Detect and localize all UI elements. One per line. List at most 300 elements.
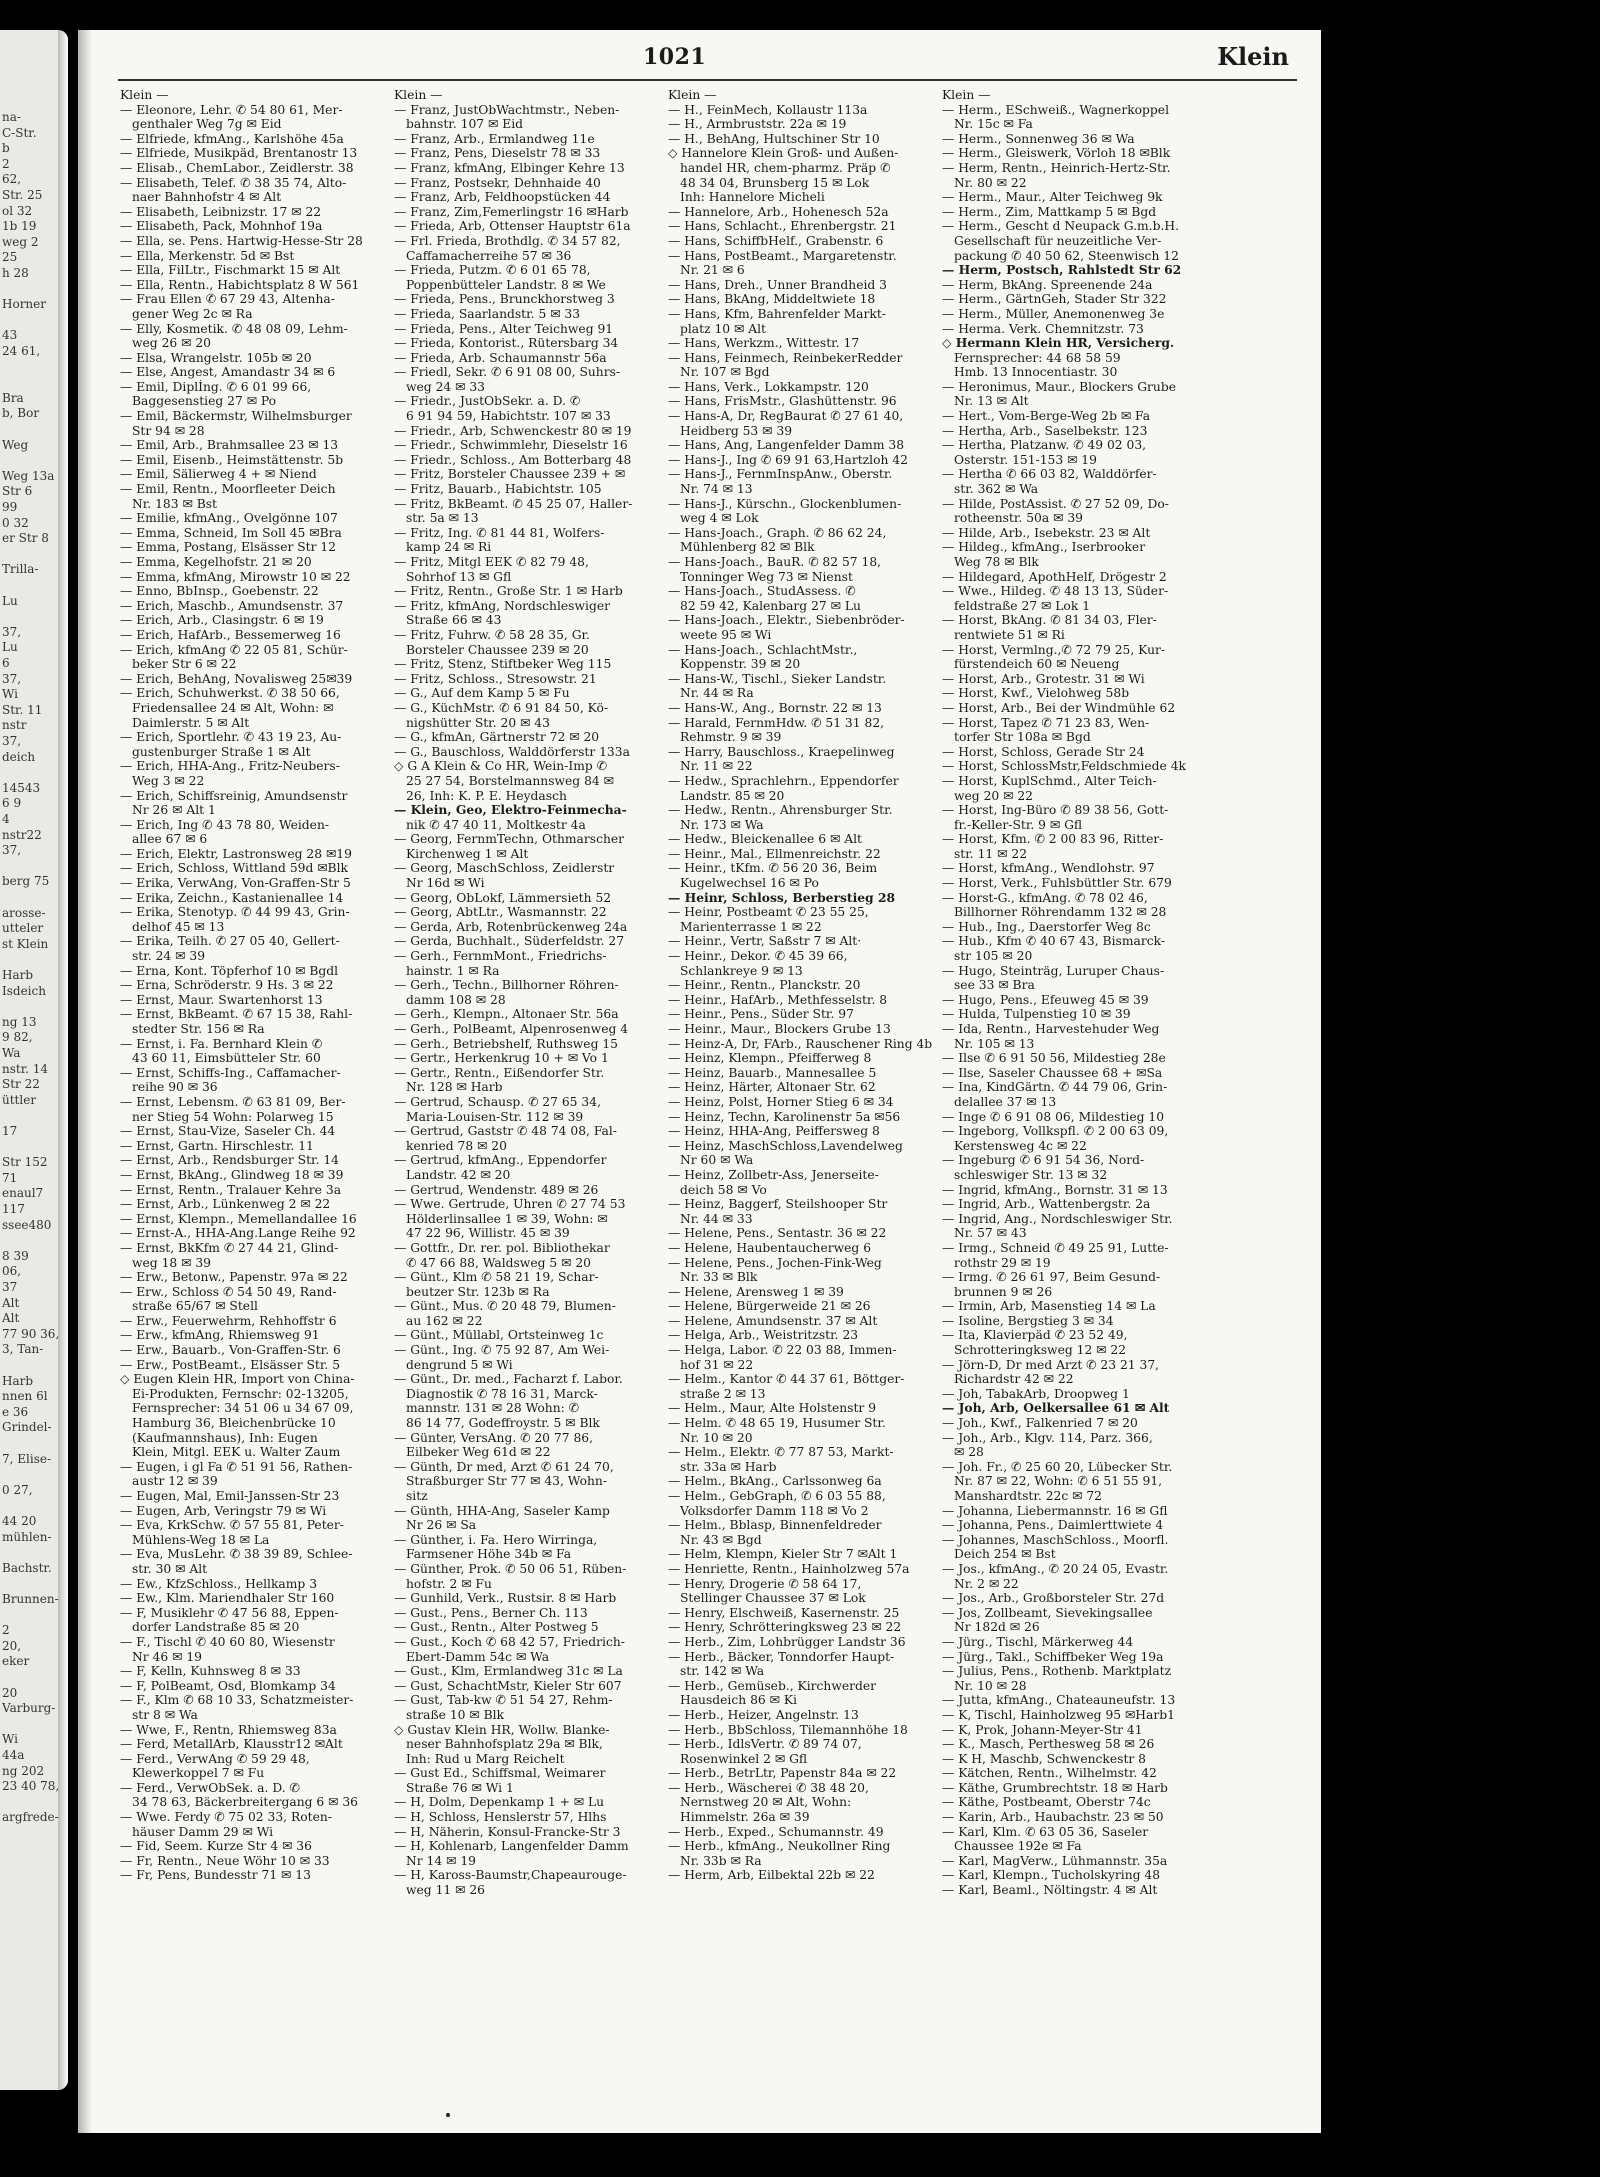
directory-entry: straße 65/67 ✉ Stell (132, 1299, 258, 1314)
directory-entry: — Horst, BkAng. ✆ 81 34 03, Fler- (942, 613, 1157, 628)
directory-entry: — Gertrud, kfmAng., Eppendorfer (394, 1153, 607, 1168)
directory-entry: — Helga, Labor. ✆ 22 03 88, Immen- (668, 1343, 897, 1358)
directory-entry: Kerstensweg 4c ✉ 22 (954, 1138, 1087, 1153)
previous-page-fragment: 23 40 78, (2, 1779, 60, 1794)
directory-entry: see 33 ✉ Bra (954, 978, 1035, 993)
directory-entry: weg 18 ✉ 39 (132, 1255, 211, 1270)
directory-entry: — Eugen, Arb, Veringstr 79 ✉ Wi (120, 1503, 327, 1518)
previous-page-fragment: 8 39 (2, 1248, 29, 1263)
directory-entry: — Gust., Pens., Berner Ch. 113 (394, 1605, 588, 1620)
previous-page-fragment: 24 61, (2, 344, 41, 358)
directory-entry: — Hildeg., kfmAng., Iserbrooker (942, 540, 1146, 555)
directory-entry: — Franz, Zim,Femerlingstr 16 ✉Harb (394, 204, 629, 219)
directory-entry: Manshardtstr. 22c ✉ 72 (954, 1489, 1102, 1503)
directory-entry: — G., Auf dem Kamp 5 ✉ Fu (394, 686, 570, 701)
directory-entry: — Georg, ObLokf, Lämmersieth 52 (394, 890, 612, 905)
directory-entry: mannstr. 131 ✉ 28 Wohn: ✆ (406, 1401, 579, 1416)
directory-entry: — Jos, Zollbeamt, Sievekingsallee (942, 1605, 1153, 1620)
directory-entry: — Eugen, i gl Fa ✆ 51 91 56, Rathen- (120, 1459, 353, 1474)
previous-page-fragment: 06, (2, 1264, 22, 1279)
directory-entry: Nr 60 ✉ Wa (680, 1153, 754, 1168)
column-4 (942, 88, 1214, 1898)
directory-entry: — Hedw., Bleickenallee 6 ✉ Alt (668, 832, 862, 847)
directory-entry: — Hulda, Tulpenstieg 10 ✉ 39 (942, 1007, 1131, 1022)
directory-entry: — Gust, Tab-kw ✆ 51 54 27, Rehm- (394, 1693, 613, 1708)
directory-entry: — Heinz, Polst, Horner Stieg 6 ✉ 34 (668, 1094, 894, 1109)
directory-entry: Nr. 21 ✉ 6 (680, 263, 745, 278)
directory-entry: — Helm., Maur, Alte Holstenstr 9 (668, 1401, 877, 1416)
page-binding-shadow (78, 30, 92, 2133)
previous-page-fragment: 4 (2, 812, 10, 826)
directory-entry: — Jutta, kfmAng., Chateauneufstr. 13 (942, 1693, 1176, 1708)
directory-entry: — Hertha, Platzanw. ✆ 49 02 03, (942, 438, 1147, 453)
directory-entry: — Erich, BehAng, Novalisweg 25✉39 (120, 671, 353, 686)
directory-entry: — Elly, Kosmetik. ✆ 48 08 09, Lehm- (120, 321, 348, 336)
directory-entry: — Elisabeth, Leibnizstr. 17 ✉ 22 (120, 204, 322, 219)
directory-entry: — K., Masch, Perthesweg 58 ✉ 26 (942, 1737, 1155, 1752)
directory-entry: — Irmg. ✆ 26 61 97, Beim Gesund- (942, 1270, 1161, 1285)
directory-entry: — K, Tischl, Hainholzweg 95 ✉Harb1 (942, 1707, 1175, 1722)
previous-page-fragment: Str 22 (2, 1077, 40, 1092)
directory-entry: — Henry, Drogerie ✆ 58 64 17, (668, 1576, 862, 1591)
directory-entry: — Ernst, BkBeamt. ✆ 67 15 38, Rahl- (120, 1007, 353, 1022)
previous-page-fragment: 99 (2, 500, 18, 514)
previous-page-fragment: ol 32 (2, 203, 33, 218)
directory-entry: Kirchenweg 1 ✉ Alt (406, 846, 529, 861)
directory-entry: — Erich, Ing ✆ 43 78 80, Weiden- (120, 817, 330, 832)
directory-entry: — Hans, SchiffbHelf., Grabenstr. 6 (668, 233, 884, 248)
directory-entry: — Friedr., JustObSekr. a. D. ✆ (394, 394, 581, 409)
previous-page-fragment: Harb (2, 968, 34, 982)
previous-page-fragment: nstr22 (2, 827, 42, 842)
directory-entry: — Herb., Exped., Schumannstr. 49 (668, 1824, 884, 1839)
directory-entry: — Wwe, F., Rentn, Rhiemsweg 83a (120, 1722, 337, 1737)
directory-entry: kenried 78 ✉ 20 (406, 1138, 507, 1153)
directory-entry: delhof 45 ✉ 13 (132, 919, 225, 934)
directory-entry: — Gust, SchachtMstr, Kieler Str 607 (394, 1678, 622, 1693)
directory-entry: Nr. 80 ✉ 22 (954, 175, 1027, 190)
directory-entry: torfer Str 108a ✉ Bgd (954, 730, 1091, 745)
directory-entry: Nr. 13 ✉ Alt (954, 394, 1029, 409)
directory-entry: 86 14 77, Godeffroystr. 5 ✉ Blk (406, 1416, 600, 1431)
previous-page-fragment: Varburg- (2, 1701, 56, 1716)
directory-entry: — Franz, Pens, Dieselstr 78 ✉ 33 (394, 146, 601, 161)
directory-entry: — Karl, Klm. ✆ 63 05 36, Saseler (942, 1824, 1149, 1839)
directory-entry: Koppenstr. 39 ✉ 20 (680, 657, 801, 672)
directory-entry: Poppenbütteler Landstr. 8 ✉ We (406, 277, 606, 292)
directory-entry: — Elsa, Wrangelstr. 105b ✉ 20 (120, 350, 312, 365)
previous-page-fragment: eker (2, 1654, 30, 1669)
directory-entry: — Hans-W., Tischl., Sieker Landstr. (668, 671, 887, 686)
directory-entry: — Ilse, Saseler Chaussee 68 + ✉Sa (942, 1065, 1163, 1080)
directory-entry: — Hans-Joach., Graph. ✆ 86 62 24, (668, 525, 887, 540)
directory-entry: stedter Str. 156 ✉ Ra (132, 1022, 265, 1036)
directory-entry: — K H, Maschb, Schwenckestr 8 (942, 1751, 1147, 1766)
directory-entry: — Isoline, Bergstieg 3 ✉ 34 (942, 1313, 1114, 1328)
previous-page-fragment: 44a (2, 1748, 25, 1762)
directory-entry: Weg 78 ✉ Blk (954, 555, 1039, 569)
directory-entry: — Franz, Arb, Feldhoopstücken 44 (394, 190, 611, 205)
directory-entry: Straße 76 ✉ Wi 1 (406, 1780, 514, 1795)
directory-entry: — H, Dolm, Depenkamp 1 + ✉ Lu (394, 1795, 605, 1810)
directory-entry: str. 33a ✉ Harb (680, 1459, 777, 1474)
directory-entry: — Karin, Arb., Haubachstr. 23 ✉ 50 (942, 1810, 1164, 1825)
directory-entry: nik ✆ 47 40 11, Moltkestr 4a (406, 817, 586, 832)
directory-entry: — Ferd., VerwAng ✆ 59 29 48, (120, 1751, 310, 1766)
directory-entry: Ei-Produkten, Fernschr: 02-13205, (132, 1386, 349, 1401)
directory-entry: — Heinr., Pens., Süder Str. 97 (668, 1007, 854, 1022)
directory-entry: — Herm, Rentn., Heinrich-Hertz-Str. (942, 160, 1171, 175)
directory-entry: — Erich, Elektr, Lastronsweg 28 ✉19 (120, 846, 352, 861)
directory-entry: — Günt., Dr. med., Facharzt f. Labor. (394, 1372, 623, 1387)
directory-entry: Borsteler Chaussee 239 ✉ 20 (406, 642, 589, 657)
directory-entry: — Hans-J., FernmInspAnw., Oberstr. (668, 467, 893, 482)
directory-entry: — Günt., Klm ✆ 58 21 19, Schar- (394, 1270, 599, 1285)
directory-entry: — Ew., KfzSchloss., Hellkamp 3 (120, 1576, 318, 1591)
directory-entry: — Kätchen, Rentn., Wilhelmstr. 42 (942, 1766, 1157, 1781)
previous-page-fragment: Wa (2, 1046, 21, 1060)
directory-entry: — Herb., kfmAng., Neukollner Ring (668, 1839, 891, 1854)
directory-entry: — Fritz, Stenz, Stiftbeker Weg 115 (394, 657, 612, 672)
directory-entry: straße 10 ✉ Blk (406, 1707, 505, 1722)
directory-entry: Schrotteringksweg 12 ✉ 22 (954, 1343, 1127, 1358)
directory-entry: — Ernst, Gartn. Hirschlestr. 11 (120, 1138, 314, 1153)
column-3 (668, 88, 940, 1883)
directory-entry: Friedensallee 24 ✉ Alt, Wohn: ✉ (132, 700, 334, 715)
previous-page-fragment: mühlen- (2, 1529, 52, 1544)
previous-page-fragment: Lu (2, 593, 18, 608)
directory-entry: — F., Klm ✆ 68 10 33, Schatzmeister- (120, 1693, 354, 1708)
directory-entry: hofstr. 2 ✉ Fu (406, 1576, 492, 1591)
directory-entry: — Heronimus, Maur., Blockers Grube (942, 379, 1177, 394)
directory-entry: — H, Kaross-Baumstr,Chapeaurouge- (394, 1868, 627, 1883)
directory-entry: — Helene, Bürgerweide 21 ✉ 26 (668, 1299, 871, 1314)
directory-entry: — K, Prok, Johann-Meyer-Str 41 (942, 1722, 1143, 1737)
directory-entry: — Helm., Bblasp, Binnenfeldreder (668, 1518, 882, 1533)
directory-entry: — Harald, FernmHdw. ✆ 51 31 82, (668, 715, 885, 730)
directory-entry: — Hugo, Pens., Efeuweg 45 ✉ 39 (942, 992, 1149, 1007)
directory-entry: — Frl. Frieda, Brothdlg. ✆ 34 57 82, (394, 233, 621, 248)
directory-entry: — Erich, Arb., Clasingstr. 6 ✉ 19 (120, 613, 324, 628)
directory-entry: — Herb., Bäcker, Tonndorfer Haupt- (668, 1649, 895, 1664)
directory-entry: — Horst-G., kfmAng. ✆ 78 02 46, (942, 890, 1148, 905)
directory-entry: ◇ G A Klein & Co HR, Wein-Imp ✆ (394, 759, 607, 774)
directory-entry: — Fritz, Bauarb., Habichtstr. 105 (394, 482, 602, 497)
directory-entry: — Jos., Arb., Großborsteler Str. 27d (942, 1591, 1165, 1606)
directory-entry: — Elisab., ChemLabor., Zeidlerstr. 38 (120, 160, 354, 175)
directory-entry: — Gerda, Arb, Rotenbrückenweg 24a (394, 919, 628, 934)
directory-entry: str. 5a ✉ 13 (406, 511, 479, 526)
directory-entry: — Henriette, Rentn., Hainholzweg 57a (668, 1561, 910, 1576)
directory-entry: straße 2 ✉ 13 (680, 1386, 766, 1401)
previous-page-fragment: enaul7 (2, 1186, 44, 1201)
directory-entry: — Heinr., Maur., Blockers Grube 13 (668, 1022, 891, 1036)
directory-entry: — Franz, Postsekr, Dehnhaide 40 (394, 175, 601, 190)
directory-entry: Schlankreye 9 ✉ 13 (680, 963, 803, 978)
directory-entry: — Günth, HHA-Ang, Saseler Kamp (394, 1503, 610, 1518)
previous-page-fragment: 6 (2, 656, 10, 670)
directory-entry: brunnen 9 ✉ 26 (954, 1284, 1053, 1299)
previous-page-fragment: arosse- (2, 905, 46, 920)
directory-entry: — Johanna, Liebermannstr. 16 ✉ Gfl (942, 1503, 1168, 1518)
directory-entry: — Georg, AbtLtr., Wasmannstr. 22 (394, 905, 607, 920)
directory-entry: — Wwe. Gertrude, Uhren ✆ 27 74 53 (394, 1197, 626, 1212)
directory-entry: — Johanna, Pens., Daimlerttwiete 4 (942, 1518, 1164, 1533)
directory-entry: Nr. 105 ✉ 13 (954, 1036, 1035, 1051)
directory-entry: deich 58 ✉ Vo (680, 1182, 767, 1197)
directory-entry: Daimlerstr. 5 ✉ Alt (132, 715, 250, 730)
directory-entry: weg 4 ✉ Lok (680, 511, 759, 526)
directory-entry: — Käthe, Postbeamt, Oberstr 74c (942, 1795, 1151, 1810)
previous-page-fragment: b, Bor (2, 406, 40, 421)
directory-entry: — Erika, Zeichn., Kastanienallee 14 (120, 890, 344, 905)
previous-page-fragment: Lu (2, 640, 18, 655)
directory-entry: — Herb., Wäscherei ✆ 38 48 20, (668, 1780, 869, 1795)
directory-entry: 43 60 11, Eimsbütteler Str. 60 (132, 1051, 321, 1066)
directory-entry: — Herm, Arb, Eilbektal 22b ✉ 22 (668, 1868, 875, 1883)
directory-page (78, 30, 1321, 2133)
directory-entry: — Heinz, Klempn., Pfeifferweg 8 (668, 1051, 872, 1066)
directory-entry: str. 11 ✉ 22 (954, 846, 1028, 861)
directory-entry: Hamburg 36, Bleichenbrücke 10 (132, 1416, 336, 1431)
directory-entry: — Emma, kfmAng, Mirowstr 10 ✉ 22 (120, 569, 351, 584)
directory-entry: — Ella, Rentn., Habichtsplatz 8 W 561 (120, 277, 360, 292)
directory-entry: — Ita, Klavierpäd ✆ 23 52 49, (942, 1328, 1128, 1343)
directory-entry: Nr. 15c ✉ Fa (954, 117, 1033, 132)
directory-entry: — Wwe. Ferdy ✆ 75 02 33, Roten- (120, 1810, 332, 1825)
directory-entry: — Herb., BbSchloss, Tilemannhöhe 18 (668, 1722, 908, 1737)
directory-entry: 47 22 96, Willistr. 45 ✉ 39 (406, 1226, 570, 1241)
directory-entry: — Friedr., Schloss., Am Botterbarg 48 (394, 452, 632, 467)
directory-entry: — Erna, Kont. Töpferhof 10 ✉ Bgdl (120, 963, 339, 978)
directory-entry: Str 94 ✉ 28 (132, 423, 205, 438)
directory-entry: Fernsprecher: 34 51 06 u 34 67 09, (132, 1401, 354, 1416)
directory-entry: Kugelwechsel 16 ✉ Po (680, 876, 819, 891)
directory-entry: Billhorner Röhrendamm 132 ✉ 28 (954, 905, 1167, 920)
directory-entry: Landstr. 42 ✉ 20 (406, 1167, 511, 1182)
directory-entry: — Frieda, Kontorist., Rütersbarg 34 (394, 336, 619, 351)
directory-entry: Weg 3 ✉ 22 (132, 773, 205, 788)
directory-entry: nigshütter Str. 20 ✉ 43 (406, 715, 550, 730)
directory-entry: — Gust., Klm, Ermlandweg 31c ✉ La (394, 1664, 623, 1679)
previous-page-fragment: berg 75 (2, 874, 50, 889)
directory-entry: 26, Inh: K. P. E. Heydasch (406, 788, 567, 803)
directory-entry: — Gerh., Klempn., Altonaer Str. 56a (394, 1007, 619, 1022)
directory-entry: — F, PolBeamt, Osd, Blomkamp 34 (120, 1678, 336, 1693)
directory-entry: — Klein, Geo, Elektro-Feinmecha- (394, 803, 627, 818)
directory-entry: — Herb., Heizer, Angelnstr. 13 (668, 1707, 859, 1722)
directory-entry: — Friedl, Sekr. ✆ 6 91 08 00, Suhrs- (394, 365, 621, 380)
previous-page-fragment: 44 20 (2, 1514, 37, 1528)
directory-entry: Nr. 33 ✉ Blk (680, 1270, 758, 1285)
previous-page-fragment: nstr (2, 718, 27, 733)
directory-entry: Nr. 10 ✉ 28 (954, 1678, 1027, 1693)
directory-entry: weg 20 ✉ 22 (954, 788, 1033, 803)
directory-entry: platz 10 ✉ Alt (680, 321, 766, 336)
directory-entry: — Gerh., Techn., Billhorner Röhren- (394, 978, 619, 993)
directory-entry: — G., KüchMstr. ✆ 6 91 84 50, Kö- (394, 700, 609, 715)
directory-entry: — Johannes, MaschSchloss., Moorfl. (942, 1532, 1169, 1547)
previous-page-fragment: 2 (2, 1623, 10, 1638)
previous-page-fragment: Str. 11 (2, 702, 43, 717)
previous-page-fragment: 77 90 36, (2, 1326, 60, 1341)
directory-entry: — Hans-Joach., Elektr., Siebenbröder- (668, 613, 905, 628)
directory-entry: — Heinz-A, Dr, FArb., Rauschener Ring 4b (668, 1036, 933, 1051)
directory-entry: — Hub., Kfm ✆ 40 67 43, Bismarck- (942, 934, 1165, 949)
directory-entry: — Heinz, Bauarb., Mannesallee 5 (668, 1065, 877, 1080)
directory-entry: — Heinz, MaschSchloss,Lavendelweg (668, 1138, 903, 1153)
directory-entry: — Helene, Amundsenstr. 37 ✉ Alt (668, 1313, 878, 1328)
directory-entry: — Horst, Arb., Bei der Windmühle 62 (942, 700, 1176, 715)
directory-entry: hainstr. 1 ✉ Ra (406, 963, 500, 978)
directory-entry: Nr. 107 ✉ Bgd (680, 365, 770, 380)
previous-page-fragment: Harb (2, 1373, 34, 1388)
directory-entry: — Ferd., VerwObSek. a. D. ✆ (120, 1780, 300, 1795)
directory-entry: — Heinr., tKfm. ✆ 56 20 36, Beim (668, 861, 878, 876)
directory-entry: Nr. 11 ✉ 22 (680, 759, 753, 774)
directory-entry: Nr. 43 ✉ Bgd (680, 1532, 762, 1547)
directory-entry: Farmsener Höhe 34b ✉ Fa (406, 1547, 572, 1562)
directory-entry: — Günt., Mus. ✆ 20 48 79, Blumen- (394, 1299, 616, 1314)
directory-entry: — Hans, FrisMstr., Glashüttenstr. 96 (668, 394, 897, 409)
directory-entry: — Hans, Kfm, Bahrenfelder Markt- (668, 306, 886, 321)
directory-entry: — Frau Ellen ✆ 67 29 43, Altenha- (120, 292, 335, 307)
directory-entry: Straße 66 ✉ 43 (406, 613, 502, 628)
directory-entry: — Ingrid, kfmAng., Bornstr. 31 ✉ 13 (942, 1182, 1168, 1197)
previous-page-fragment: 62, (2, 172, 22, 187)
directory-entry: — Herb., Gemüseb., Kirchwerder (668, 1678, 877, 1693)
previous-page-fragment: na- (2, 110, 21, 124)
previous-page-fragment: 14543 (2, 780, 41, 795)
directory-entry: — Horst, Kfm. ✆ 2 00 83 96, Ritter- (942, 832, 1164, 847)
column-1 (120, 88, 392, 1883)
directory-entry: — Helene, Haubentaucherweg 6 (668, 1240, 872, 1255)
directory-entry: — Hans, PostBeamt., Margaretenstr. (668, 248, 897, 263)
directory-entry: weg 24 ✉ 33 (406, 379, 485, 394)
directory-entry: — Hans-J., Ing ✆ 69 91 63,Hartzloh 42 (668, 452, 908, 467)
directory-entry: Nr 14 ✉ 19 (406, 1853, 476, 1868)
directory-entry: Heidberg 53 ✉ 39 (680, 423, 793, 438)
directory-entry: feldstraße 27 ✉ Lok 1 (954, 598, 1091, 613)
previous-page-fragment: Weg (2, 437, 29, 452)
directory-entry: — Elfriede, kfmAng., Karlshöhe 45a (120, 131, 344, 146)
previous-page-fragment: Grindel- (2, 1420, 52, 1435)
directory-entry: Nr. 2 ✉ 22 (954, 1576, 1019, 1591)
directory-entry: — Herb., Zim, Lohbrügger Landstr 36 (668, 1634, 906, 1649)
previous-page-fragment: Bachstr. (2, 1560, 52, 1575)
directory-entry: — Herm., Sonnenweg 36 ✉ Wa (942, 131, 1135, 146)
directory-entry: Nr. 10 ✉ 20 (680, 1430, 753, 1445)
previous-page-fragment: Str 6 (2, 484, 33, 499)
directory-entry: — Horst, Arb., Grotestr. 31 ✉ Wi (942, 671, 1145, 686)
directory-entry: — Franz, Arb., Ermlandweg 11e (394, 131, 595, 146)
directory-entry: Marienterrasse 1 ✉ 22 (680, 919, 822, 934)
directory-entry: — Emma, Schneid, Im Soll 45 ✉Bra (120, 525, 342, 540)
directory-entry: — Julius, Pens., Rothenb. Marktplatz (942, 1664, 1172, 1679)
directory-entry: — Franz, kfmAng, Elbinger Kehre 13 (394, 160, 625, 175)
previous-page-fragment: st Klein (2, 936, 49, 951)
directory-entry: — Gottfr., Dr. rer. pol. Bibliothekar (394, 1240, 610, 1255)
previous-page-edge (0, 30, 68, 2090)
directory-entry: — Erich, Schloss, Wittland 59d ✉Blk (120, 861, 348, 876)
directory-entry: — Herm, BkAng. Spreenende 24a (942, 277, 1153, 292)
directory-entry: — Fr, Rentn., Neue Wöhr 10 ✉ 33 (120, 1853, 330, 1868)
directory-entry: — Ilse ✆ 6 91 50 56, Mildestieg 28e (942, 1051, 1166, 1066)
previous-page-fragment: Str. 25 (2, 188, 43, 202)
directory-entry: — Eva, MusLehr. ✆ 38 39 89, Schlee- (120, 1547, 353, 1562)
directory-entry: — Günther, i. Fa. Hero Wirringa, (394, 1532, 598, 1547)
directory-entry: — Herm., ESchweiß., Wagnerkoppel (942, 102, 1170, 117)
previous-page-fragment: b (2, 141, 10, 156)
directory-entry: — Harry, Bauschloss., Kraepelinweg (668, 744, 895, 759)
directory-entry: Osterstr. 151-153 ✉ 19 (954, 452, 1097, 467)
previous-page-fragment: 7, Elise- (2, 1451, 52, 1466)
directory-entry: — Jürg., Tischl, Märkerweg 44 (942, 1634, 1134, 1649)
directory-entry: — Horst, kfmAng., Wendlohstr. 97 (942, 861, 1155, 876)
directory-entry: — Erika, Teilh. ✆ 27 05 40, Gellert- (120, 934, 340, 949)
column-entries (120, 103, 392, 1883)
directory-entry: — Hans-Joach., StudAssess. ✆ (668, 584, 856, 599)
previous-page-fragment: 25 (2, 250, 18, 265)
directory-entry: fürstendeich 60 ✉ Neueng (954, 657, 1120, 672)
directory-entry: Maria-Louisen-Str. 112 ✉ 39 (406, 1109, 584, 1124)
directory-entry: str. 362 ✉ Wa (954, 482, 1039, 497)
directory-entry: Nr. 183 ✉ Bst (132, 496, 217, 511)
previous-page-fragment: 0 27, (2, 1482, 33, 1497)
directory-entry: Deich 254 ✉ Bst (954, 1547, 1056, 1562)
directory-entry: Ebert-Damm 54c ✉ Wa (406, 1649, 550, 1664)
directory-entry: — Emil, Arb., Brahmsallee 23 ✉ 13 (120, 438, 339, 453)
directory-entry: weg 11 ✉ 26 (406, 1883, 485, 1898)
directory-entry: — Herm., Zim, Mattkamp 5 ✉ Bgd (942, 204, 1157, 219)
directory-entry: — Erich, Maschb., Amundsenstr. 37 (120, 598, 344, 613)
directory-entry: Richardstr 42 ✉ 22 (954, 1372, 1074, 1387)
directory-entry: — Gerh., PolBeamt, Alpenrosenweg 4 (394, 1022, 629, 1036)
column-head: Klein — (668, 88, 717, 102)
directory-entry: Himmelstr. 26a ✉ 39 (680, 1810, 810, 1825)
directory-entry: beutzer Str. 123b ✉ Ra (406, 1284, 550, 1299)
directory-entry: rothstr 29 ✉ 19 (954, 1255, 1051, 1270)
directory-entry: — Herm., Maur., Alter Teichweg 9k (942, 190, 1163, 205)
previous-page-fragment: argfrede- (2, 1810, 59, 1825)
directory-entry: dorfer Landstraße 85 ✉ 20 (132, 1620, 300, 1635)
directory-entry: — Helm, Klempn, Kieler Str 7 ✉Alt 1 (668, 1547, 898, 1562)
directory-entry: — Horst, Verk., Fuhlsbüttler Str. 679 (942, 876, 1172, 891)
directory-entry: — Fritz, Rentn., Große Str. 1 ✉ Harb (394, 584, 623, 599)
directory-entry: — Herm., Müller, Anemonenweg 3e (942, 306, 1165, 321)
previous-page-fragment: h 28 (2, 266, 29, 280)
directory-entry: gener Weg 2c ✉ Ra (132, 306, 253, 321)
directory-entry: — Helga, Arb., Weistritzstr. 23 (668, 1328, 859, 1343)
directory-entry: — Fritz, BkBeamt. ✆ 45 25 07, Haller- (394, 496, 633, 511)
directory-entry: — Erich, HafArb., Bessemerweg 16 (120, 627, 341, 642)
directory-entry: — Gust., Koch ✆ 68 42 57, Friedrich- (394, 1634, 625, 1649)
directory-entry: — Hertha ✆ 66 03 82, Walddörfer- (942, 467, 1157, 482)
directory-entry: Landstr. 85 ✉ 20 (680, 788, 785, 803)
directory-entry: — Karl, MagVerw., Lühmannstr. 35a (942, 1853, 1168, 1868)
directory-entry: — F., Tischl ✆ 40 60 80, Wiesenstr (120, 1634, 335, 1649)
previous-page-fragment: Bra (2, 390, 24, 405)
directory-entry: Mühlenberg 82 ✉ Blk (680, 540, 815, 555)
directory-entry: — Hans, BkAng, Middeltwiete 18 (668, 292, 876, 307)
directory-entry: kamp 24 ✉ Ri (406, 540, 492, 555)
previous-page-fragment: 2 (2, 156, 10, 171)
directory-entry: — Fritz, kfmAng, Nordschleswiger (394, 598, 610, 613)
column-head: Klein — (394, 88, 443, 102)
directory-entry: — Fritz, Fuhrw. ✆ 58 28 35, Gr. (394, 627, 590, 642)
directory-entry: hof 31 ✉ 22 (680, 1357, 754, 1372)
directory-entry: — Hans, Dreh., Unner Brandheid 3 (668, 277, 888, 292)
